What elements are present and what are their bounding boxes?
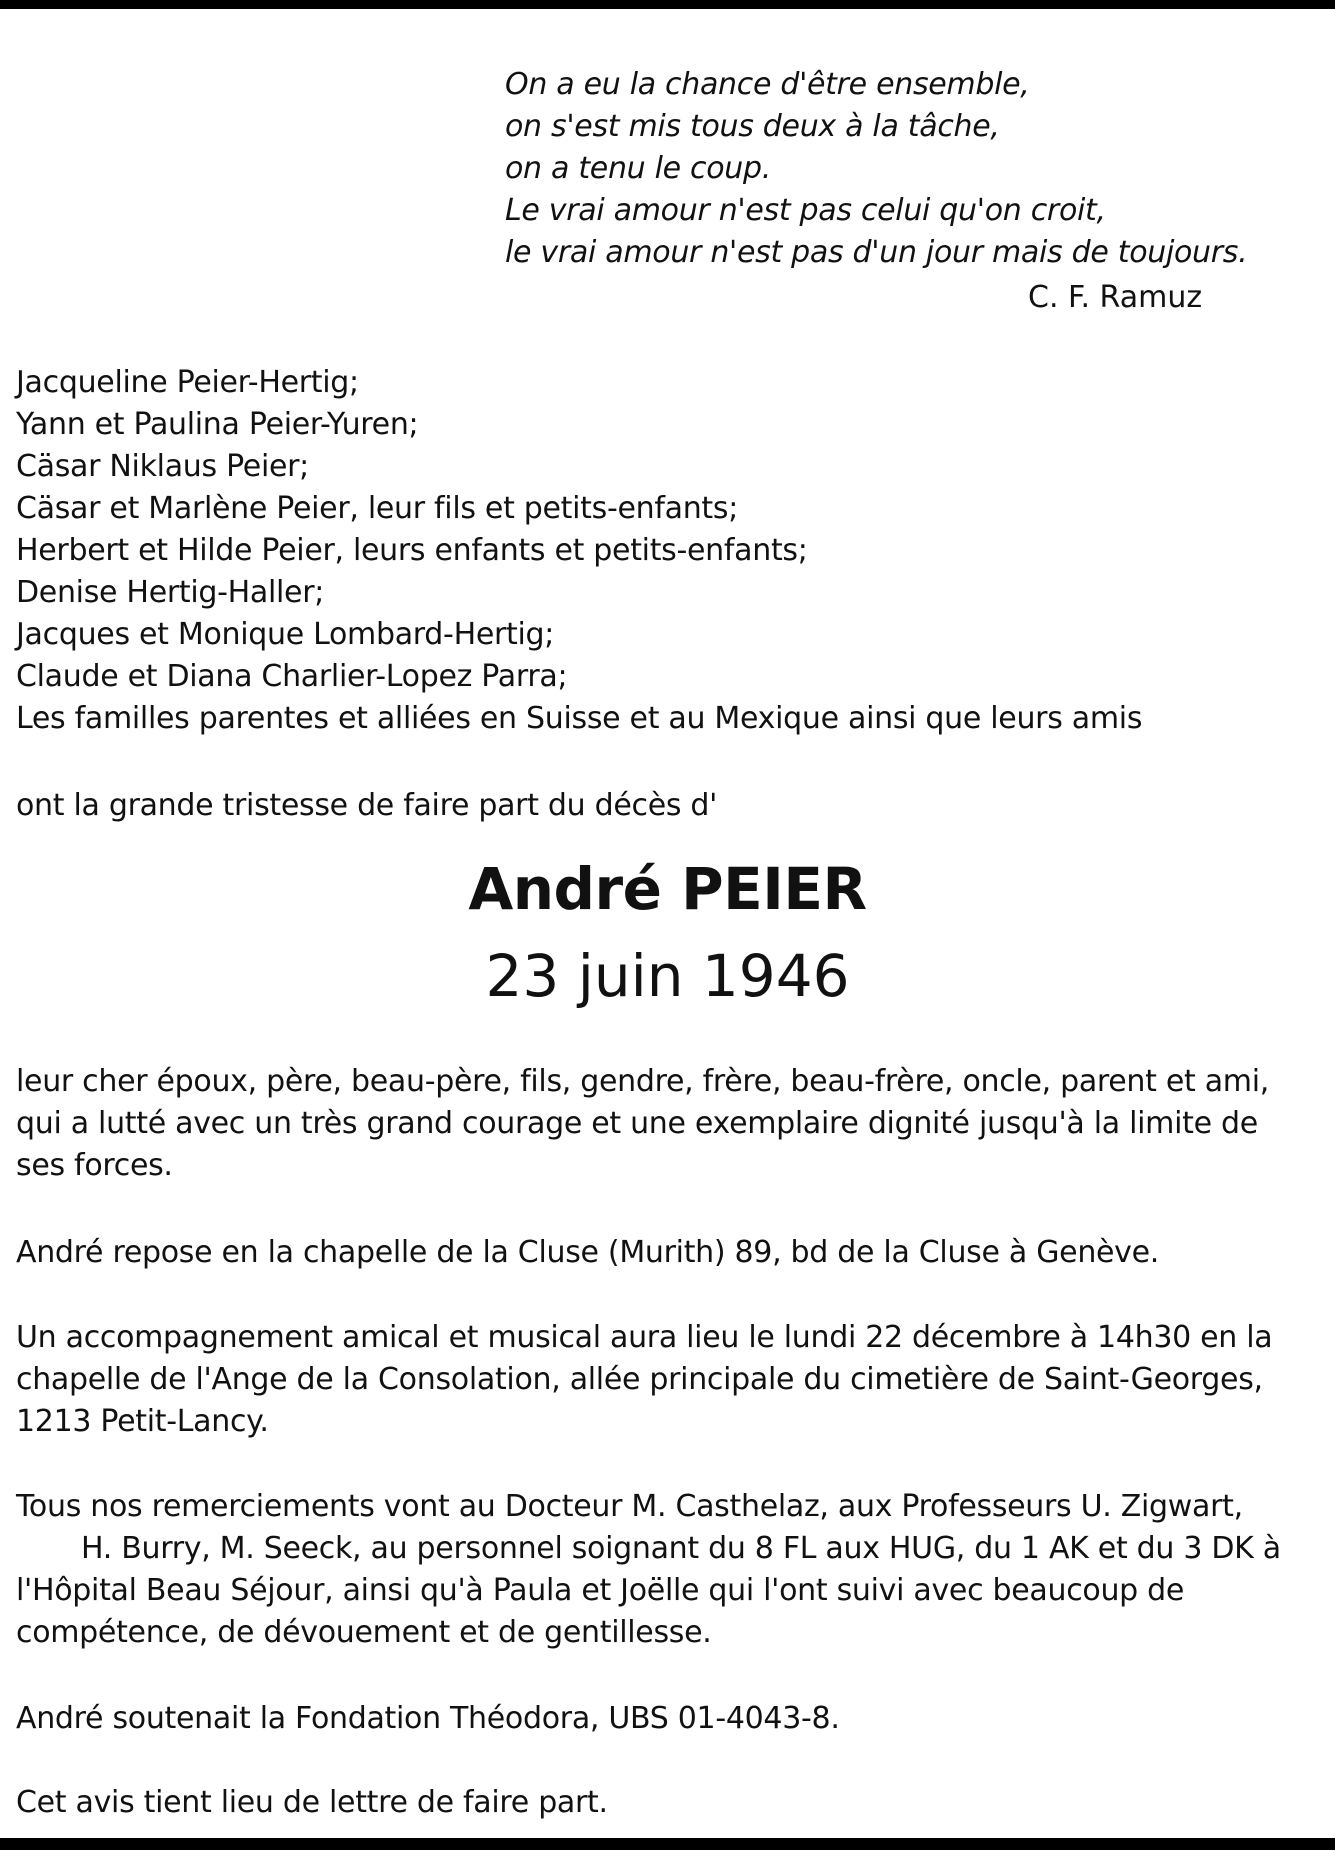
family-entry: Jacqueline Peier-Hertig; xyxy=(16,365,359,400)
ceremony-line: Un accompagnement amical et musical aura lieu le lundi 22 décembre à 14h30 en la xyxy=(16,1320,1273,1355)
poem-line: on s'est mis tous deux à la tâche, xyxy=(505,109,1000,144)
family-entry: Claude et Diana Charlier-Lopez Parra; xyxy=(16,659,568,694)
family-entry: Yann et Paulina Peier-Yuren; xyxy=(16,407,419,442)
family-entry: Cäsar et Marlène Peier, leur fils et petits-enfants; xyxy=(16,491,739,526)
ceremony-line: 1213 Petit-Lancy. xyxy=(16,1404,269,1439)
ceremony-paragraph xyxy=(16,1317,1326,1443)
family-entry: Les familles parentes et alliées en Suisse et au Mexique ainsi que leurs amis xyxy=(16,701,1143,736)
description-line: ses forces. xyxy=(16,1148,173,1183)
thanks-line: l'Hôpital Beau Séjour, ainsi qu'à Paula et Joëlle qui l'ont suivi avec beaucoup de xyxy=(16,1573,1185,1608)
thanks-line: Tous nos remerciements vont au Docteur M. Casthelaz, aux Professeurs U. Zigwart, xyxy=(16,1489,1243,1524)
family-entry: Denise Hertig-Haller; xyxy=(16,575,325,610)
thanks-line: compétence, de dévouement et de gentillesse. xyxy=(16,1615,712,1650)
poem-author: C. F. Ramuz xyxy=(1028,280,1203,315)
bottom-border-rule xyxy=(0,1838,1335,1850)
repose-paragraph: André repose en la chapelle de la Cluse (Murith) 89, bd de la Cluse à Genève. xyxy=(16,1235,1160,1270)
top-border-rule xyxy=(0,0,1335,9)
deceased-date: 23 juin 1946 xyxy=(485,942,850,1010)
family-entry: Herbert et Hilde Peier, leurs enfants et petits-enfants; xyxy=(16,533,808,568)
poem-line: On a eu la chance d'être ensemble, xyxy=(505,67,1030,102)
poem-line: Le vrai amour n'est pas celui qu'on croit, xyxy=(505,193,1106,228)
family-entry: Cäsar Niklaus Peier; xyxy=(16,449,309,484)
thanks-line: H. Burry, M. Seeck, au personnel soignant du 8 FL aux HUG, du 1 AK et du 3 DK à xyxy=(81,1531,1281,1566)
fondation-paragraph: André soutenait la Fondation Théodora, UBS 01-4043-8. xyxy=(16,1701,840,1736)
family-list xyxy=(16,362,1142,740)
poem-line: le vrai amour n'est pas d'un jour mais de toujours. xyxy=(505,235,1248,270)
ceremony-line: chapelle de l'Ange de la Consolation, allée principale du cimetière de Saint-Georges, xyxy=(16,1362,1263,1397)
description-line: leur cher époux, père, beau-père, fils, gendre, frère, beau-frère, oncle, parent et ami, xyxy=(16,1064,1269,1099)
deceased-name: André PEIER xyxy=(468,855,867,923)
announcement-intro: ont la grande tristesse de faire part du décès d' xyxy=(16,788,718,823)
description-paragraph xyxy=(16,1061,1326,1187)
family-entry: Jacques et Monique Lombard-Hertig; xyxy=(16,617,555,652)
poem-line: on a tenu le coup. xyxy=(505,151,771,186)
poem-quote xyxy=(505,64,1247,274)
thanks-paragraph xyxy=(16,1486,1326,1654)
avis-paragraph: Cet avis tient lieu de lettre de faire part. xyxy=(16,1785,608,1820)
description-line: qui a lutté avec un très grand courage et une exemplaire dignité jusqu'à la limite de xyxy=(16,1106,1258,1141)
